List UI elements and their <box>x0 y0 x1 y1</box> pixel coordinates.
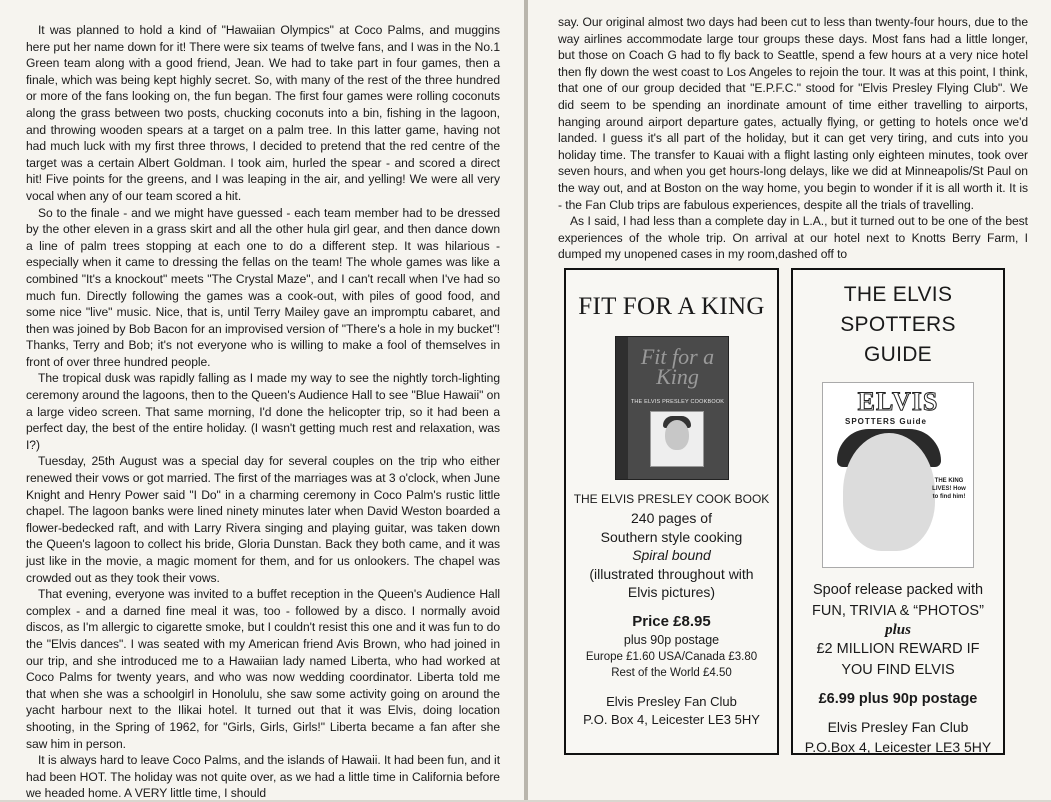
cookbook-caption: THE ELVIS PRESLEY COOK BOOK <box>573 492 770 506</box>
spotters-cover-side-text: THE KING LIVES! How to find him! <box>932 478 966 500</box>
right-paragraph-1: say. Our original almost two days had been cut to less than twenty-four hours, due to the way airlines accommodate large tour groups these days. Most fans had a little longer, but those on Coach G had to fly back to Seattle, spend a few hours at a very nice hotel then fly down the west coast to Los Angeles to rejoin the tour. It was at this point, I think, that one of our group decided that "E.P.F.C." stood for "Elvis Presley Flying Club". We did seem to be spending an inordinate amount of time either travelling to airports, hanging around airport departure gates, actually flying, or getting to hotels once we'd landed. I guess it's all part of the holiday, but it can get very tiring, and cuts into you holiday time. The transfer to Kauai with a flight lasting only eighteen minutes, took over seven hours, and when you get hours-long delays, like we did at Minneapolis/St Paul on the way out, and at Boston on the way home, you begin to wonder if it is all worth it. It is - the Fan Club trips are fabulous experiences, despite all the trials of travelling. <box>558 15 1028 212</box>
spotters-cover-subtitle: SPOTTERS Guide <box>845 417 928 426</box>
spotters-cover-title: ELVIS <box>857 387 939 416</box>
right-page <box>528 0 1051 800</box>
cookbook-line-1: 240 pages of <box>631 510 712 526</box>
cookbook-line-3: Spiral bound <box>632 547 711 563</box>
cookbook-price: Price £8.95 <box>632 612 711 630</box>
spotters-address-1: Elvis Presley Fan Club <box>827 719 969 735</box>
left-paragraph-1: It was planned to hold a kind of "Hawaiian Olympics" at Coco Palms, and muggins here put her name down for it! There were six teams of twelve fans, and I was in the No.1 Green team along with a good friend, Jean. We had to take part in four games, then a finale, which was being kept highly secret. So, with many of the rest of the three hundred or more of the fans looking on, the fun began. The first four games were rolling coconuts along the grass between two posts, chucking coconuts into a bin, fishing in the lagoon, and throwing wooden spears at a target on a palm tree. In this latter game, having not had much luck with my first three throws, I decided to pretend that the red centre of the target was a certain Albert Goldman. I took aim, hurled the spear - and scored a direct hit! Five points for the greens, and I was leaping in the air, and yelling! We were all very vocal when any of our team scored a hit. <box>26 23 500 203</box>
spotters-guide-advert <box>791 268 1005 755</box>
spotters-plus: plus <box>885 622 911 638</box>
spotters-price: £6.99 plus 90p postage <box>818 691 978 707</box>
cookbook-advert <box>564 268 779 755</box>
cookbook-line-4: (illustrated throughout with <box>589 565 754 582</box>
spotters-line-3: £2 MILLION REWARD IF <box>816 641 980 657</box>
spotters-face-shape <box>843 433 935 551</box>
spotters-cover-image <box>822 382 974 568</box>
left-paragraph-4: Tuesday, 25th August was a special day for several couples on the trip who either renewed their vows or got married. The first of the marriages was at 3 o'clock, when June Knight and Henry Power said "I Do" in a charming ceremony in Coco Palm's rustic little chapel. The lagoon banks were lined ninety minutes later when David Weston boarded a flower-bedecked raft, and with Larry Rivera singing and playing guitar, was taken down the Queen's lagoon to collect his bride, Gloria Dunstan. Back they both came, and it was just like in the movie, a magic moment for them, and for us onlookers. The chapel was crowded out as they took their vows. <box>26 454 500 585</box>
cookbook-rates-2: Rest of the World £4.50 <box>611 666 732 679</box>
elvis-face-shape <box>665 420 689 450</box>
left-page <box>0 0 524 800</box>
left-paragraph-6: It is always hard to leave Coco Palms, and the islands of Hawaii. It had been fun, and it had been HOT. The holiday was not quite over, as we had a little time in California before we headed home. A VERY little time, I should <box>26 753 500 801</box>
cookbook-ad-title: FIT FOR A KING <box>578 293 765 320</box>
left-paragraph-5: That evening, everyone was invited to a buffet reception in the Queen's Audience Hall complex - and a darned fine meal it was, too - followed by a disco. I normally avoid discos, as I'm allergic to cigarette smoke, but I couldn't resist this one and it was fun to do the "Elvis dances". I was seated with my American friend Avis Brown, who had joined in our trip, and she introduced me to a Hawaiian lady named Liberta, who had worked at Coco Palms for twenty years, and who was now wedding coordinator. Liberta told me that when she was a schoolgirl in Honolulu, she saw some activity going on around the yacht harbour next to the Ilikai hotel. It turned out that it was Elvis, doing location shooting, in the Spring of 1962, for "Girls, Girls, Girls!" Liberta became a fan after she saw him in person. <box>26 587 500 751</box>
cookbook-spine <box>616 337 628 479</box>
cookbook-cover-image <box>615 336 729 480</box>
left-text-column <box>26 22 500 802</box>
spotters-address-2: P.O.Box 4, Leicester LE3 5HY <box>804 739 992 755</box>
spotters-line-4: YOU FIND ELVIS <box>841 661 955 678</box>
left-paragraph-2: So to the finale - and we might have guessed - each team member had to be dressed by the other eleven in a grass skirt and all the other hula girl gear, and then dance down a line of palm trees stopping at each one to do a different step. It was hilarious - especially when it came to dressing the fellas on the team! The whole games was like a combined "It's a knockout" meets "The Crystal Maze", and I can't recall when I've had so much fun. Directly following the games was a cook-out, with piles of good food, and some nice "live" music. Nice, that is, until Terry Mailey gave an impromptu cabaret, and then was joined by Bob Bacon for an improvised version of "There's a hole in my bucket"! Thanks, Terry and Bob; it's not everyone who is willing to make a fool of themselves in front of over three hundred people. <box>26 205 500 369</box>
cookbook-rates-1: Europe £1.60 USA/Canada £3.80 <box>585 650 758 663</box>
elvis-photo <box>650 411 704 467</box>
spotters-ad-title-2: GUIDE <box>863 343 932 366</box>
cookbook-address-1: Elvis Presley Fan Club <box>606 693 737 709</box>
spotters-ad-title-1: THE ELVIS SPOTTERS <box>840 283 956 336</box>
left-paragraph-3: The tropical dusk was rapidly falling as I made my way to see the nightly torch-lighting ceremony around the lagoons, then to the Queen's Audience Hall to see "Blue Hawaii" on a large video screen. That same morning, I'd done the helicopter trip, so it had been a perfect day, the best of the entire holiday. (I wasn't getting much rest and relaxation, was I?) <box>26 371 500 452</box>
cookbook-address-2: P.O. Box 4, Leicester LE3 5HY <box>583 711 760 727</box>
spotters-line-1: Spoof release packed with <box>812 582 984 598</box>
right-paragraph-2: As I said, I had less than a complete day in L.A., but it turned out to be one of the best experiences of the whole trip. On arrival at our hotel next to Knotts Berry Farm, I dumped my unopened cases in my room,dashed off to <box>558 214 1028 262</box>
right-text-column <box>558 14 1028 263</box>
spotters-line-2: FUN, TRIVIA & “PHOTOS” <box>812 602 984 619</box>
cookbook-postage: plus 90p postage <box>623 632 720 647</box>
cookbook-cover-subtitle: THE ELVIS PRESLEY COOKBOOK <box>630 399 725 405</box>
cookbook-line-5: Elvis pictures) <box>627 584 716 600</box>
cookbook-cover-script: Fit for a King <box>640 344 715 389</box>
cookbook-line-2: Southern style cooking <box>600 528 743 545</box>
